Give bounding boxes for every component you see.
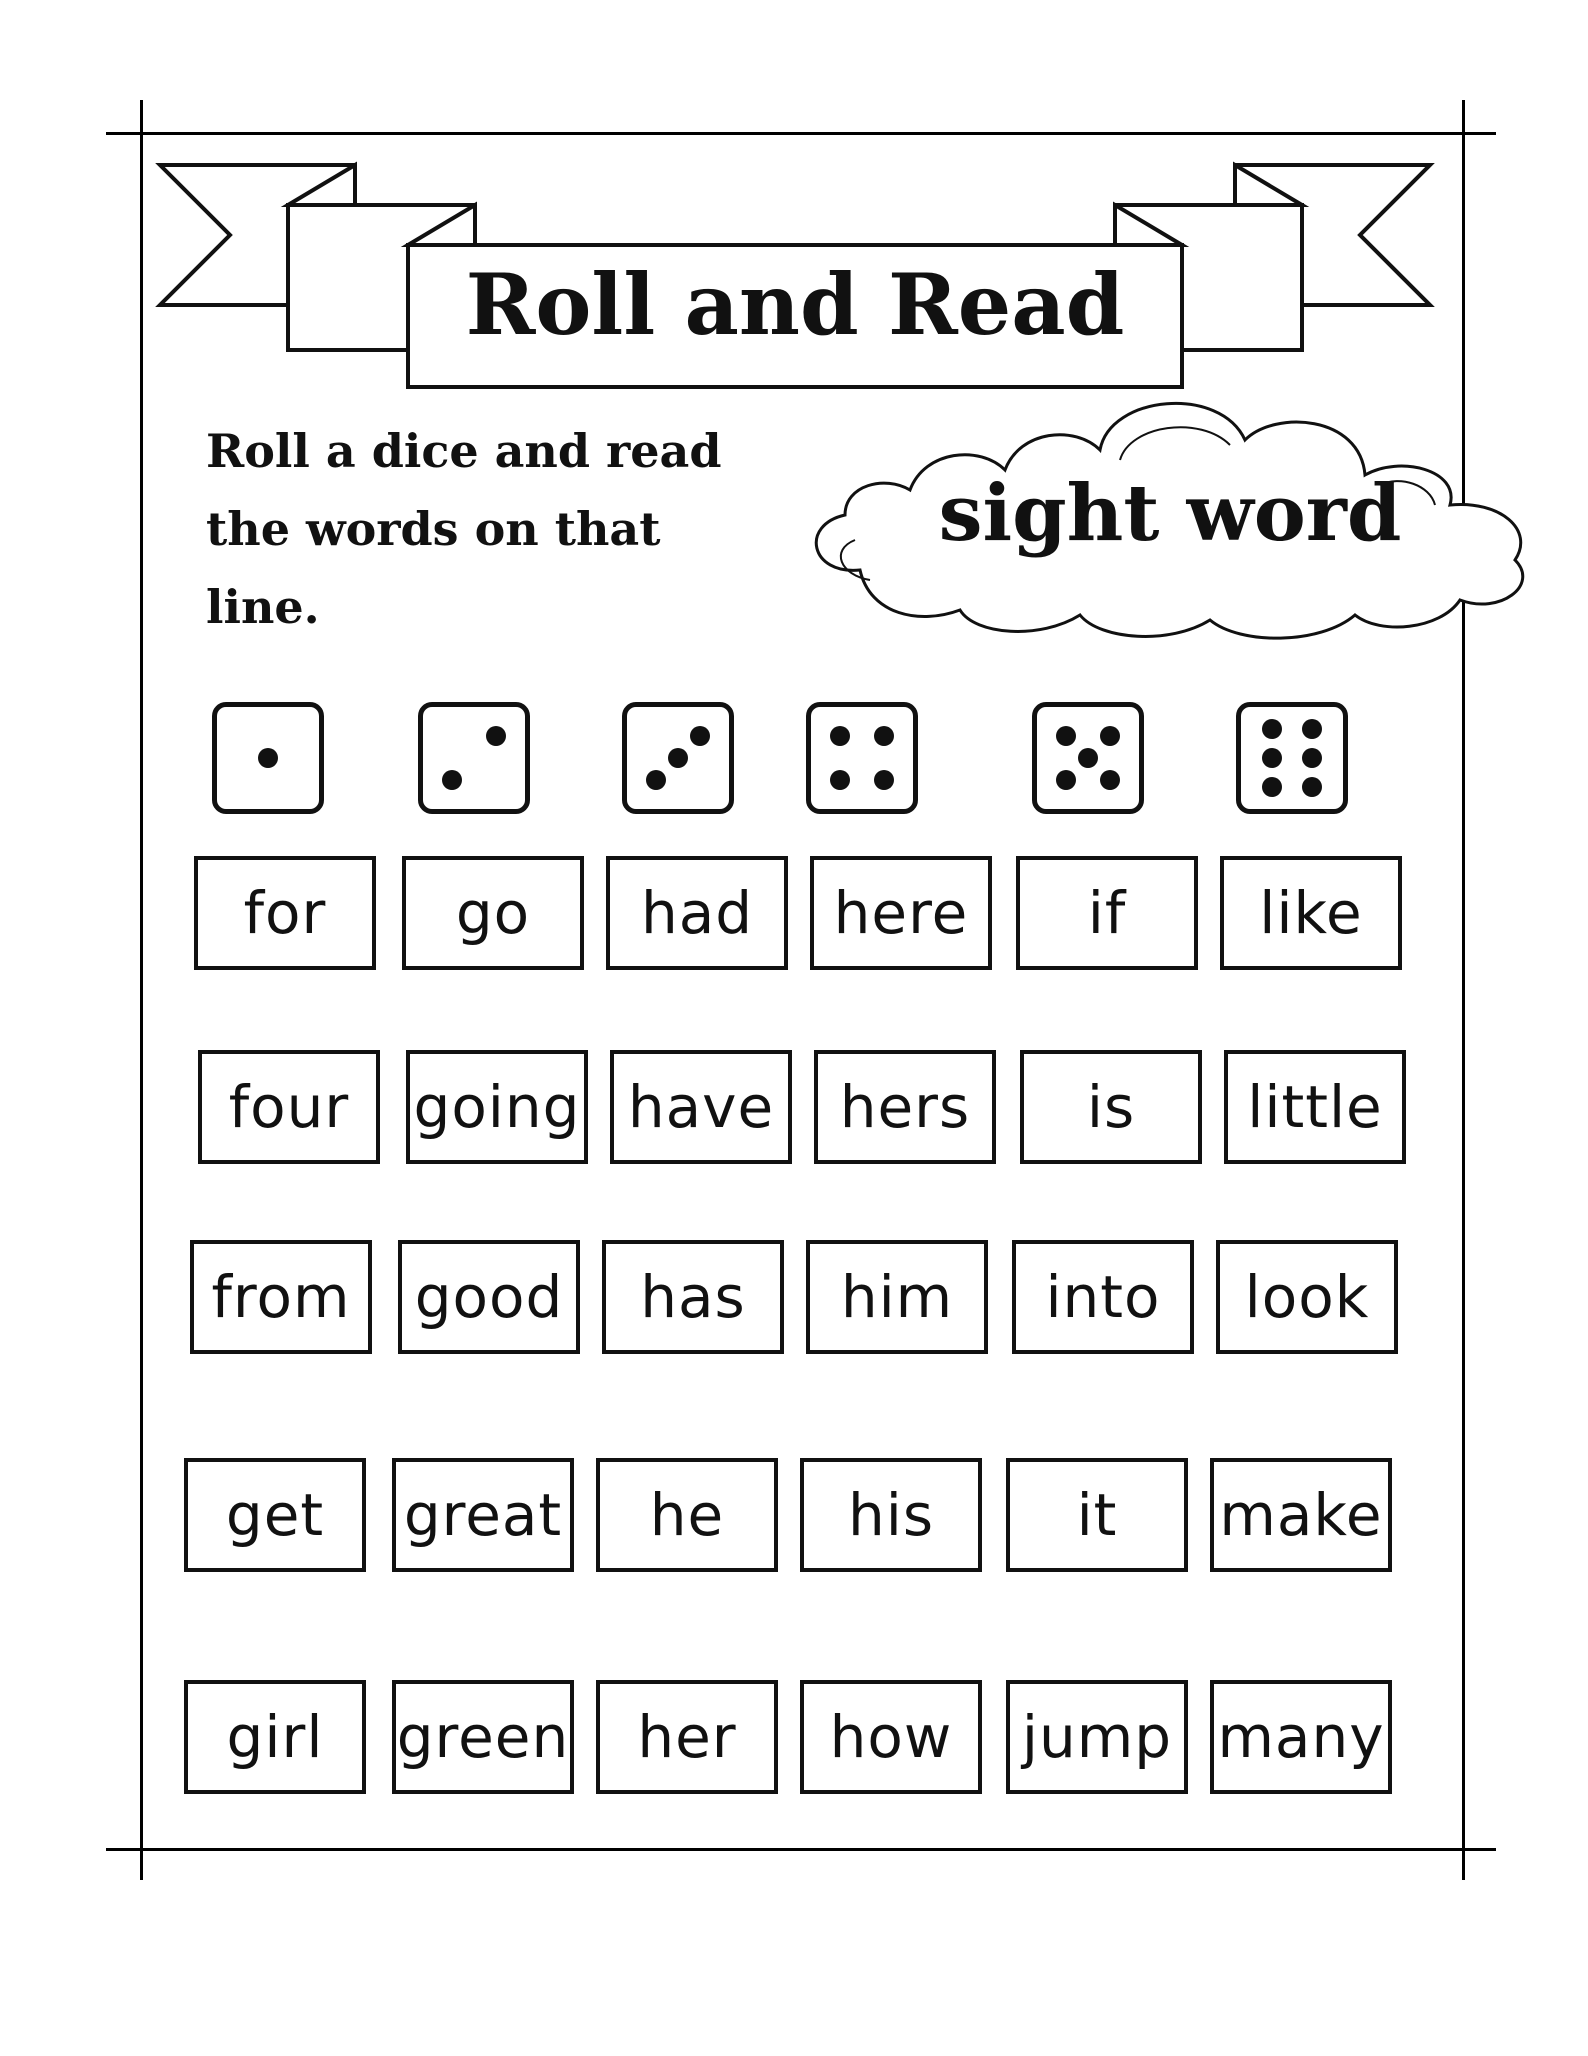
die-four-icon: [806, 702, 918, 814]
word-box: many: [1210, 1680, 1392, 1794]
die-pip: [1262, 719, 1282, 739]
die-pip: [1302, 748, 1322, 768]
die-six-icon: [1236, 702, 1348, 814]
word-box: girl: [184, 1680, 366, 1794]
die-five-icon: [1032, 702, 1144, 814]
frame-top-line: [106, 132, 1496, 135]
word-box: going: [406, 1050, 588, 1164]
die-one-icon: [212, 702, 324, 814]
frame-right-line: [1462, 100, 1465, 1880]
title-banner: [150, 155, 1440, 405]
word-box: here: [810, 856, 992, 970]
word-box: hers: [814, 1050, 996, 1164]
frame-left-line: [140, 100, 143, 1880]
word-box: four: [198, 1050, 380, 1164]
word-box: from: [190, 1240, 372, 1354]
word-box: good: [398, 1240, 580, 1354]
word-box: great: [392, 1458, 574, 1572]
die-pip: [442, 770, 462, 790]
die-pip: [1262, 777, 1282, 797]
word-box: how: [800, 1680, 982, 1794]
word-box: into: [1012, 1240, 1194, 1354]
die-pip: [1056, 770, 1076, 790]
die-three-icon: [622, 702, 734, 814]
word-box: him: [806, 1240, 988, 1354]
die-pip: [646, 770, 666, 790]
word-box: make: [1210, 1458, 1392, 1572]
sight-word-label: sight word: [938, 468, 1402, 559]
die-pip: [1078, 748, 1098, 768]
word-box: like: [1220, 856, 1402, 970]
word-box: is: [1020, 1050, 1202, 1164]
frame-bottom-line: [106, 1848, 1496, 1851]
die-pip: [486, 726, 506, 746]
die-two-icon: [418, 702, 530, 814]
die-pip: [1302, 777, 1322, 797]
die-pip: [1302, 719, 1322, 739]
word-box: jump: [1006, 1680, 1188, 1794]
die-pip: [1100, 770, 1120, 790]
die-pip: [690, 726, 710, 746]
word-box: has: [602, 1240, 784, 1354]
word-box: little: [1224, 1050, 1406, 1164]
die-pip: [668, 748, 688, 768]
word-box: go: [402, 856, 584, 970]
page-title: Roll and Read: [465, 255, 1125, 354]
word-box: her: [596, 1680, 778, 1794]
die-pip: [830, 726, 850, 746]
word-box: it: [1006, 1458, 1188, 1572]
word-box: his: [800, 1458, 982, 1572]
word-box: get: [184, 1458, 366, 1572]
word-box: green: [392, 1680, 574, 1794]
die-pip: [874, 770, 894, 790]
word-box: have: [610, 1050, 792, 1164]
sight-word-cloud: [800, 390, 1540, 655]
die-pip: [258, 748, 278, 768]
instructions-text: Roll a dice and read the words on that line.: [206, 424, 722, 634]
word-box: look: [1216, 1240, 1398, 1354]
word-box: for: [194, 856, 376, 970]
die-pip: [1100, 726, 1120, 746]
word-box: had: [606, 856, 788, 970]
die-pip: [1262, 748, 1282, 768]
word-box: he: [596, 1458, 778, 1572]
die-pip: [1056, 726, 1076, 746]
die-pip: [874, 726, 894, 746]
die-pip: [830, 770, 850, 790]
word-box: if: [1016, 856, 1198, 970]
